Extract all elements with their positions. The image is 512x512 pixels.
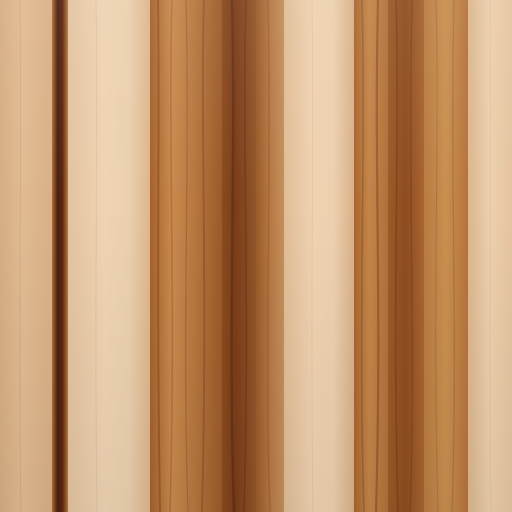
stripe-cream-center [284,0,354,512]
stripe-light-left [0,0,56,512]
stripe-golden-right-2 [424,0,468,512]
stripe-brown-center-left [150,0,222,512]
stripe-cream-left [68,0,150,512]
stripe-light-right [468,0,512,512]
stripe-golden-right [354,0,388,512]
stripe-brown-center-right [256,0,284,512]
stripe-dark-line-left [52,0,68,512]
stripe-dark-right [388,0,424,512]
stripe-dark-center [222,0,256,512]
